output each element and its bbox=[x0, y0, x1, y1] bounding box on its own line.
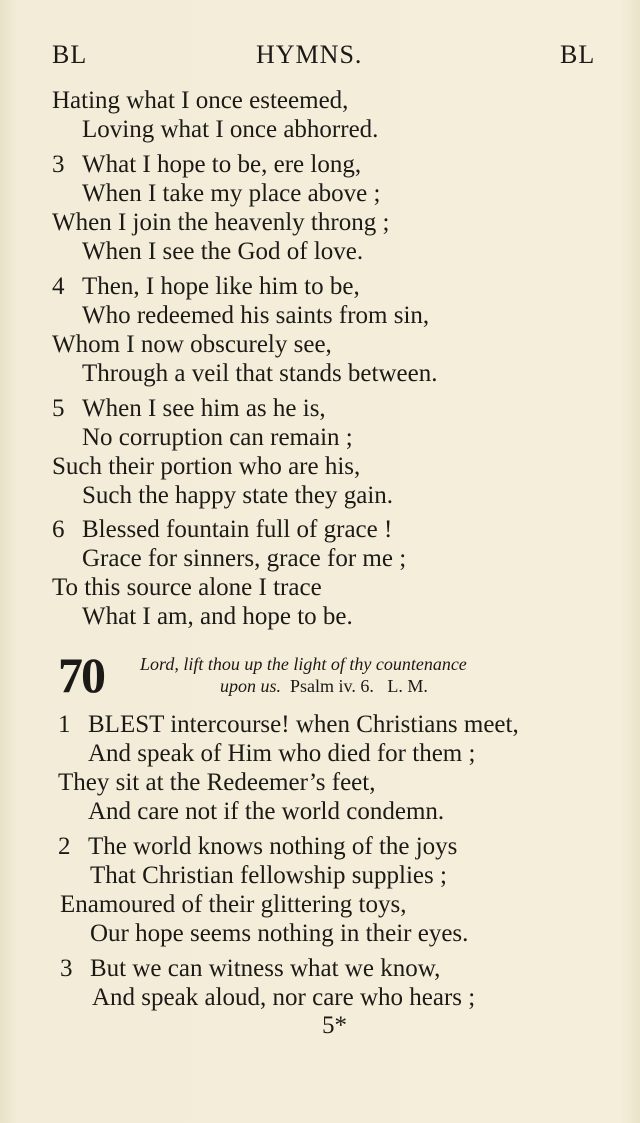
verse-line: To this source alone I trace bbox=[52, 574, 322, 601]
verse-line: Grace for sinners, grace for me ; bbox=[82, 545, 407, 572]
scripture-reference: Psalm iv. 6. bbox=[290, 676, 374, 696]
verse-line: And care not if the world condemn. bbox=[88, 798, 445, 825]
verse-line: They sit at the Redeemer’s feet, bbox=[58, 769, 376, 796]
hymn-number: 70 bbox=[58, 647, 104, 703]
verse-line: 1 BLEST intercourse! when Christians meet, bbox=[58, 711, 519, 738]
verse-number: 6 bbox=[52, 516, 65, 543]
verse-line: And speak aloud, nor care who hears ; bbox=[92, 984, 476, 1011]
verse-line: When I take my place above ; bbox=[82, 180, 381, 207]
running-header bbox=[0, 40, 640, 74]
verse-line: That Christian fellowship supplies ; bbox=[90, 862, 447, 889]
header-right-catchword: BL bbox=[560, 40, 596, 69]
verse-line: Whom I now obscurely see, bbox=[52, 331, 332, 358]
signature-mark: 5* bbox=[322, 1012, 347, 1039]
verse-line: Who redeemed his saints from sin, bbox=[82, 302, 430, 329]
verse-line: Hating what I once esteemed, bbox=[52, 87, 349, 114]
verse-number: 1 bbox=[58, 711, 71, 738]
verse-number: 5 bbox=[52, 395, 65, 422]
verse-line: No corruption can remain ; bbox=[82, 424, 353, 451]
verse-number: 2 bbox=[58, 833, 71, 860]
verse-line: What I am, and hope to be. bbox=[82, 603, 353, 630]
hymn-meter: L. M. bbox=[387, 676, 428, 696]
verse-line: 4 Then, I hope like him to be, bbox=[52, 273, 360, 300]
verse-line: 5 When I see him as he is, bbox=[52, 395, 326, 422]
verse-line: When I join the heavenly throng ; bbox=[52, 209, 390, 236]
verse-line: Such the happy state they gain. bbox=[82, 482, 394, 509]
verse-number: 3 bbox=[52, 151, 65, 178]
verse-number: 4 bbox=[52, 273, 65, 300]
header-left-catchword: BL bbox=[52, 40, 88, 69]
verse-line: 2 The world knows nothing of the joys bbox=[58, 833, 458, 860]
verse-line: Through a veil that stands between. bbox=[82, 360, 438, 387]
verse-line: When I see the God of love. bbox=[82, 238, 364, 265]
verse-line: 3 But we can witness what we know, bbox=[60, 955, 441, 982]
hymn-caption-line2: upon us. Psalm iv. 6. L. M. bbox=[220, 676, 428, 696]
verse-line: 3 What I hope to be, ere long, bbox=[52, 151, 362, 178]
hymn-caption-line1: Lord, lift thou up the light of thy countenance bbox=[140, 654, 467, 674]
verse-line: And speak of Him who died for them ; bbox=[88, 740, 476, 767]
verse-line: Loving what I once abhorred. bbox=[82, 116, 379, 143]
verse-line: 6 Blessed fountain full of grace ! bbox=[52, 516, 393, 543]
verse-line: Such their portion who are his, bbox=[52, 453, 361, 480]
header-title: HYMNS. bbox=[256, 40, 363, 69]
verse-number: 3 bbox=[60, 955, 73, 982]
verse-line: Our hope seems nothing in their eyes. bbox=[90, 920, 469, 947]
verse-line: Enamoured of their glittering toys, bbox=[60, 891, 407, 918]
